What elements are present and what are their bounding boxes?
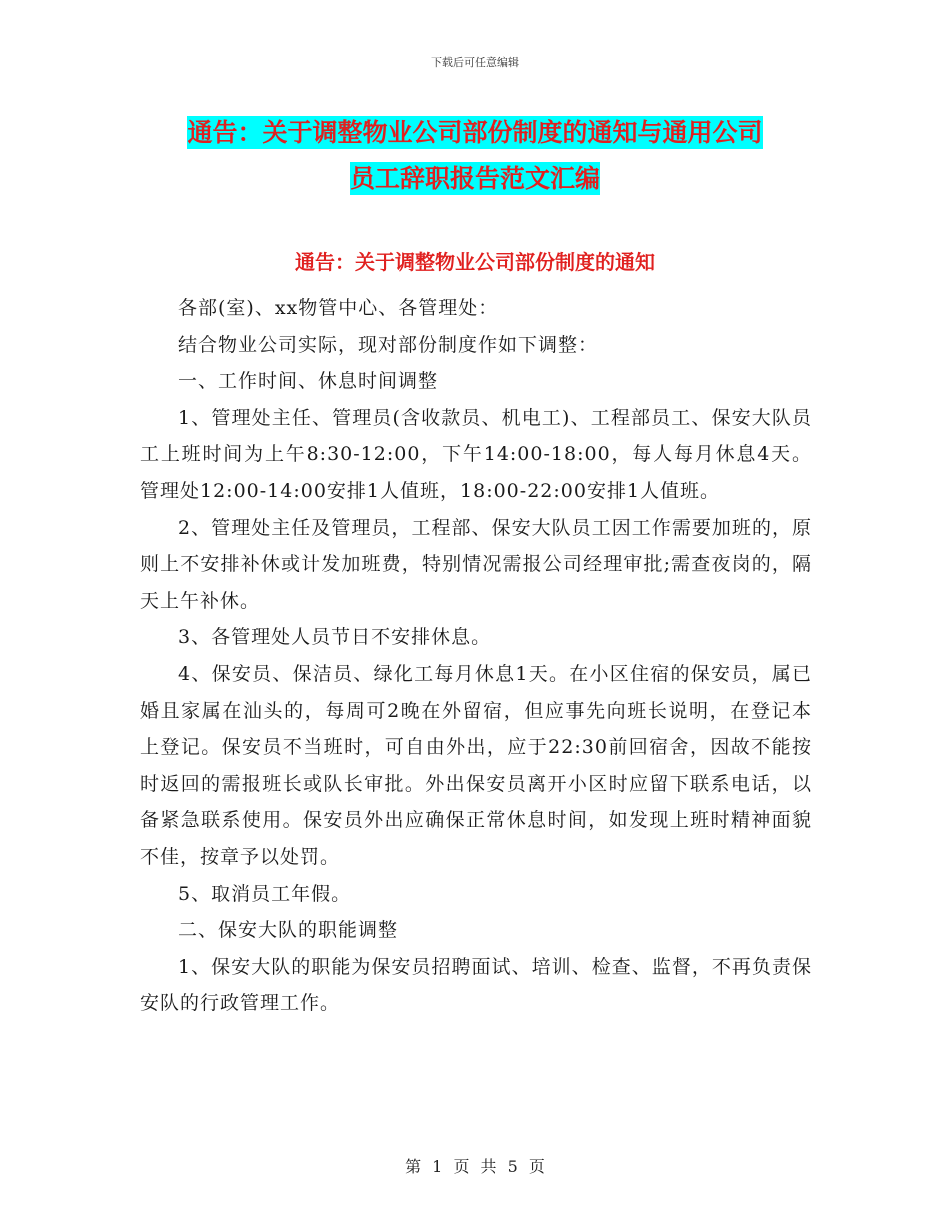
paragraph: 一、工作时间、休息时间调整 [178,370,439,393]
page-header-note: 下载后可任意编辑 [431,56,519,69]
paragraph: 3、各管理处人员节日不安排休息。 [178,626,492,649]
document-body [140,290,812,1022]
paragraph: 5、取消员工年假。 [178,882,352,905]
section-title: 通告：关于调整物业公司部份制度的通知 [295,250,655,274]
document-title [140,110,810,202]
paragraph: 1、保安大队的职能为保安员招聘面试、培训、检查、监督，不再负责保安队的行政管理工作。 [140,955,812,1015]
paragraph: 2、管理处主任及管理员，工程部、保安大队员工因工作需要加班的，原则上不安排补休或计发加班费，特别情况需报公司经理审批;需查夜岗的，隔天上午补休。 [140,516,812,612]
paragraph: 各部(室)、xx物管中心、各管理处： [178,297,499,319]
paragraph: 结合物业公司实际，现对部份制度作如下调整： [178,333,599,356]
paragraph: 二、保安大队的职能调整 [178,919,399,942]
paragraph: 4、保安员、保洁员、绿化工每月休息1天。在小区住宿的保安员，属已婚且家属在汕头的，每周可2晚在外留宿，但应事先向班长说明，在登记本上登记。保安员不当班时，可自由外出，应于22:30前回宿舍，因故不能按时返回的需报班长或队长审批。外出保安员离开小区时应留下联系电话，以备紧急联系使用。保安员外出应确保正常休息时间，如发现上班时精神面貌不佳，按章予以处罚。 [140,662,812,868]
document-title-line-1: 通告：关于调整物业公司部份制度的通知与通用公司 [187,118,763,147]
paragraph: 1、管理处主任、管理员(含收款员、机电工)、工程部员工、保安大队员工上班时间为上午8:30-12:00，下午14:00-18:00，每人每月休息4天。管理处12:00-14:00安排1人值班，18:00-22:00安排1人值班。 [140,406,812,502]
document-title-line-2: 员工辞职报告范文汇编 [349,164,600,193]
page-number-footer: 第 1 页 共 5 页 [405,1157,545,1176]
